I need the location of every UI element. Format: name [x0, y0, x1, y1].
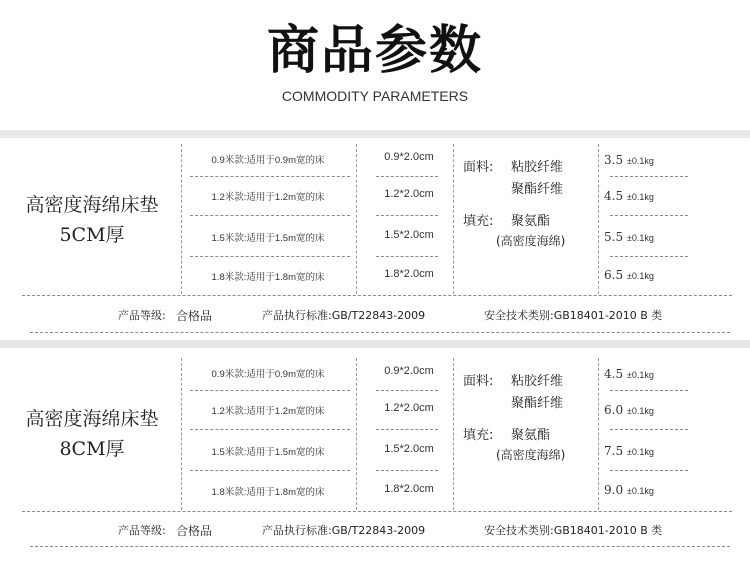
- row-divider: [610, 256, 688, 257]
- size-option: 0.9米款:适用于0.9m宽的床: [211, 369, 325, 380]
- grade-label: 产品等级:: [118, 309, 166, 322]
- size-option: 1.8米款:适用于1.8m宽的床: [211, 272, 325, 283]
- weight-value: 6.0 ±0.1kg: [604, 403, 654, 417]
- size-option: 0.9米款:适用于0.9m宽的床: [211, 155, 325, 166]
- dimension-value: 0.9*2.0cm: [384, 365, 434, 377]
- column-divider: [356, 358, 357, 510]
- column-divider: [598, 144, 599, 294]
- weight-value: 3.5 ±0.1kg: [604, 153, 654, 167]
- product-spec-footer: [0, 522, 750, 542]
- size-option: 1.5米款:适用于1.5m宽的床: [211, 233, 325, 244]
- row-divider: [376, 470, 438, 471]
- row-divider: [190, 215, 350, 216]
- section-bottom-border: [30, 332, 730, 333]
- row-divider: [376, 215, 438, 216]
- safety-text: 安全技术类别:GB18401-2010 B 类: [484, 309, 663, 322]
- row-divider: [190, 390, 350, 391]
- product-spec-footer: [0, 307, 750, 327]
- product-thickness: 5CM厚: [59, 224, 125, 246]
- column-divider: [356, 144, 357, 294]
- product-name: 高密度海绵床垫: [25, 408, 159, 430]
- product-thickness: 8CM厚: [59, 438, 125, 460]
- fabric-label: 面料:: [463, 160, 494, 175]
- product-table-5cm: [0, 138, 750, 338]
- weight-value: 5.5 ±0.1kg: [604, 230, 654, 244]
- weight-value: 9.0 ±0.1kg: [604, 483, 654, 497]
- grade-value: 合格品: [176, 524, 213, 538]
- fabric-label: 面料:: [463, 374, 494, 389]
- column-divider: [598, 358, 599, 510]
- product-table-8cm: [0, 352, 750, 562]
- row-divider: [376, 176, 438, 177]
- standard-text: 产品执行标准:GB/T22843-2009: [262, 309, 426, 322]
- table-bottom-border: [22, 511, 732, 512]
- grade-value: 合格品: [176, 309, 213, 323]
- fabric-value: 聚酯纤维: [511, 182, 564, 197]
- row-divider: [376, 256, 438, 257]
- page-header: [0, 0, 750, 130]
- section-divider: [0, 340, 750, 348]
- dimension-value: 1.2*2.0cm: [384, 402, 434, 414]
- filling-label: 填充:: [463, 428, 494, 443]
- filling-label: 填充:: [463, 214, 494, 229]
- size-option: 1.5米款:适用于1.5m宽的床: [211, 447, 325, 458]
- size-option: 1.8米款:适用于1.8m宽的床: [211, 487, 325, 498]
- dimension-value: 1.5*2.0cm: [384, 229, 434, 241]
- filling-value: 聚氨酯: [511, 428, 551, 443]
- section-bottom-border: [30, 546, 730, 547]
- filling-note: (高密度海绵): [496, 234, 566, 248]
- dimension-value: 1.2*2.0cm: [384, 188, 434, 200]
- weight-value: 7.5 ±0.1kg: [604, 444, 654, 458]
- row-divider: [610, 470, 688, 471]
- filling-value: 聚氨酯: [511, 214, 551, 229]
- row-divider: [610, 215, 688, 216]
- size-option: 1.2米款:适用于1.2m宽的床: [211, 406, 325, 417]
- row-divider: [610, 429, 688, 430]
- dimension-value: 1.8*2.0cm: [384, 268, 434, 280]
- weight-value: 4.5 ±0.1kg: [604, 367, 654, 381]
- size-option: 1.2米款:适用于1.2m宽的床: [211, 192, 325, 203]
- dimension-value: 0.9*2.0cm: [384, 151, 434, 163]
- row-divider: [190, 470, 350, 471]
- page-title: 商品参数: [266, 21, 483, 81]
- row-divider: [610, 176, 688, 177]
- row-divider: [376, 390, 438, 391]
- row-divider: [376, 429, 438, 430]
- dimension-value: 1.8*2.0cm: [384, 483, 434, 495]
- page-subtitle: COMMODITY PARAMETERS: [281, 88, 469, 104]
- row-divider: [190, 256, 350, 257]
- row-divider: [190, 176, 350, 177]
- table-bottom-border: [22, 295, 732, 296]
- filling-note: (高密度海绵): [496, 448, 566, 462]
- dimension-value: 1.5*2.0cm: [384, 443, 434, 455]
- fabric-value: 粘胶纤维: [511, 374, 564, 389]
- row-divider: [610, 390, 688, 391]
- standard-text: 产品执行标准:GB/T22843-2009: [262, 524, 426, 537]
- safety-text: 安全技术类别:GB18401-2010 B 类: [484, 524, 663, 537]
- product-name: 高密度海绵床垫: [25, 194, 159, 216]
- grade-label: 产品等级:: [118, 524, 166, 537]
- fabric-value: 粘胶纤维: [511, 160, 564, 175]
- row-divider: [190, 429, 350, 430]
- section-divider: [0, 130, 750, 138]
- weight-value: 6.5 ±0.1kg: [604, 268, 654, 282]
- weight-value: 4.5 ±0.1kg: [604, 189, 654, 203]
- fabric-value: 聚酯纤维: [511, 396, 564, 411]
